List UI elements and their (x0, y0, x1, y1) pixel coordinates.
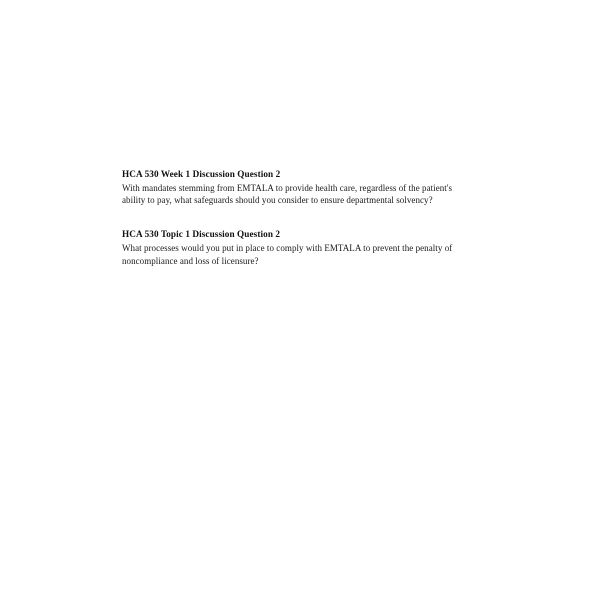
question-heading-2: HCA 530 Topic 1 Discussion Question 2 (122, 229, 281, 240)
document-content (122, 168, 462, 267)
question-block-2 (122, 228, 462, 266)
question-text-2: What processes would you put in place to comply with EMTALA to prevent the penalty of noncompliance and loss of licensure? (122, 243, 453, 266)
question-heading-1: HCA 530 Week 1 Discussion Question 2 (122, 169, 281, 179)
question-text-1: With mandates stemming from EMTALA to provide health care, regardless of the patient's ability to pay, what safeguards should you consider to ensure departmental solvency? (122, 183, 453, 206)
question-block-1 (122, 168, 462, 206)
